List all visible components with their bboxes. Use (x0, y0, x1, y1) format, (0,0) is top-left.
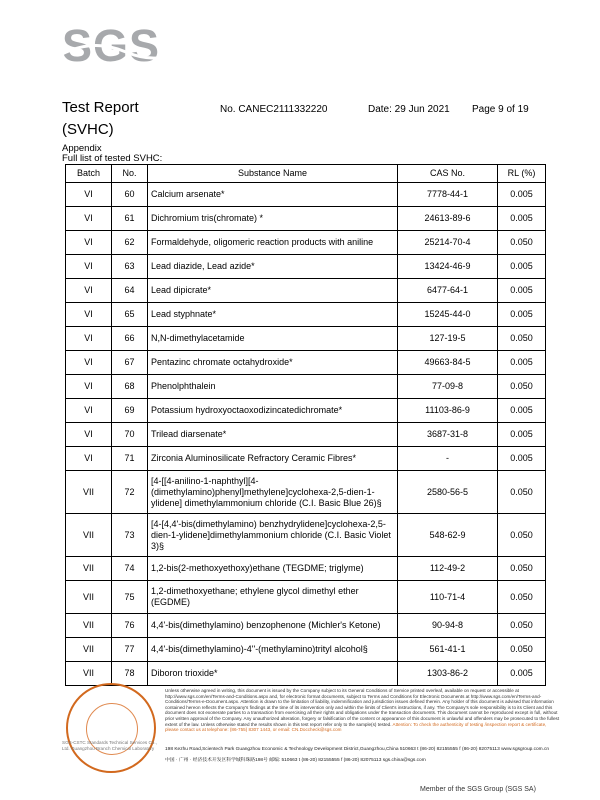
table-row (66, 327, 546, 351)
cell-no: 66 (112, 327, 148, 351)
cell-batch: VII (66, 662, 112, 686)
header-no: No. (112, 165, 148, 183)
cell-cas: 15245-44-0 (398, 303, 498, 327)
cell-name: Potassium hydroxyoctaoxodizincatedichromate* (148, 399, 398, 423)
cell-name: Formaldehyde, oligomeric reaction products with aniline (148, 231, 398, 255)
cell-batch: VI (66, 183, 112, 207)
cell-rl: 0.050 (498, 327, 546, 351)
cell-batch: VI (66, 207, 112, 231)
cell-batch: VII (66, 638, 112, 662)
cell-cas: 7778-44-1 (398, 183, 498, 207)
cell-name: Calcium arsenate* (148, 183, 398, 207)
cell-no: 73 (112, 514, 148, 557)
cell-no: 70 (112, 423, 148, 447)
cell-batch: VII (66, 557, 112, 581)
cell-no: 64 (112, 279, 148, 303)
header-substance-name: Substance Name (148, 165, 398, 183)
cell-cas: 25214-70-4 (398, 231, 498, 255)
cell-name: 4,4'-bis(dimethylamino)-4''-(methylamino)trityl alcohol§ (148, 638, 398, 662)
table-header-row (66, 165, 546, 183)
cell-cas: - (398, 447, 498, 471)
cell-batch: VI (66, 423, 112, 447)
cell-cas: 1303-86-2 (398, 662, 498, 686)
cell-no: 71 (112, 447, 148, 471)
cell-cas: 90-94-8 (398, 614, 498, 638)
cell-rl: 0.005 (498, 662, 546, 686)
cell-name: Lead styphnate* (148, 303, 398, 327)
cell-no: 78 (112, 662, 148, 686)
cell-no: 76 (112, 614, 148, 638)
cell-rl: 0.005 (498, 351, 546, 375)
terms-text (165, 688, 560, 733)
sgs-logo-text: SGS (62, 20, 161, 71)
cell-rl: 0.005 (498, 255, 546, 279)
cell-no: 67 (112, 351, 148, 375)
cell-batch: VI (66, 303, 112, 327)
lab-name: SGS-CSTC Standards Technical Services Co., Ltd. Guangzhou Branch Chemical Laboratory (62, 740, 157, 751)
cell-batch: VI (66, 327, 112, 351)
cell-cas: 77-09-8 (398, 375, 498, 399)
cell-batch: VI (66, 351, 112, 375)
cell-no: 61 (112, 207, 148, 231)
table-row (66, 471, 546, 514)
cell-batch: VI (66, 399, 112, 423)
report-date: Date: 29 Jun 2021 (368, 104, 450, 115)
table-row (66, 351, 546, 375)
cell-cas: 3687-31-8 (398, 423, 498, 447)
table-row (66, 447, 546, 471)
cell-cas: 561-41-1 (398, 638, 498, 662)
cell-batch: VI (66, 255, 112, 279)
cell-cas: 548-62-9 (398, 514, 498, 557)
cell-name: N,N-dimethylacetamide (148, 327, 398, 351)
cell-rl: 0.050 (498, 514, 546, 557)
cell-cas: 2580-56-5 (398, 471, 498, 514)
cell-rl: 0.050 (498, 471, 546, 514)
cell-rl: 0.050 (498, 614, 546, 638)
cell-batch: VII (66, 581, 112, 614)
cell-no: 72 (112, 471, 148, 514)
table-row (66, 557, 546, 581)
cell-name: Lead dipicrate* (148, 279, 398, 303)
sgs-logo (62, 20, 160, 72)
cell-rl: 0.005 (498, 399, 546, 423)
cell-rl: 0.005 (498, 183, 546, 207)
cell-batch: VI (66, 231, 112, 255)
svhc-table (65, 164, 546, 686)
cell-rl: 0.050 (498, 231, 546, 255)
table-row (66, 279, 546, 303)
cell-cas: 110-71-4 (398, 581, 498, 614)
header-cas-no: CAS No. (398, 165, 498, 183)
cell-no: 69 (112, 399, 148, 423)
sgs-group-membership: Member of the SGS Group (SGS SA) (420, 786, 536, 793)
authenticity-notice: Attention: To check the authenticity of testing /inspection report & certificate, please contact us at telephone: (86-755) 8307 1443, or email: CN.Doccheck@sgs.com (165, 721, 547, 733)
cell-batch: VII (66, 514, 112, 557)
cell-batch: VII (66, 471, 112, 514)
cell-name: Diboron trioxide* (148, 662, 398, 686)
report-title: Test Report (62, 99, 139, 116)
cell-name: [4-[[4-anilino-1-naphthyl][4-(dimethylamino)phenyl]methylene]cyclohexa-2,5-dien-1-ylidene] dimethylammonium chloride (C.I. Basic Blue 26)§ (148, 471, 398, 514)
full-list-label: Full list of tested SVHC: (62, 153, 163, 164)
table-row (66, 581, 546, 614)
table-row (66, 207, 546, 231)
cell-cas: 11103-86-9 (398, 399, 498, 423)
cell-cas: 49663-84-5 (398, 351, 498, 375)
inspection-stamp (66, 683, 156, 773)
cell-name: Pentazinc chromate octahydroxide* (148, 351, 398, 375)
table-row (66, 514, 546, 557)
cell-batch: VII (66, 614, 112, 638)
cell-no: 68 (112, 375, 148, 399)
cell-no: 75 (112, 581, 148, 614)
cell-name: Phenolphthalein (148, 375, 398, 399)
cell-cas: 13424-46-9 (398, 255, 498, 279)
address-chinese: 中国 · 广州 · 经济技术开发区科学城科珠路198号 邮编: 510663 t (86-20) 82155555 f (86-20) 82075113 sgs.china@sgs.com (165, 758, 426, 763)
table-row (66, 231, 546, 255)
cell-rl: 0.005 (498, 207, 546, 231)
table-row (66, 375, 546, 399)
header-batch: Batch (66, 165, 112, 183)
cell-no: 65 (112, 303, 148, 327)
cell-cas: 24613-89-6 (398, 207, 498, 231)
cell-name: Dichromium tris(chromate) * (148, 207, 398, 231)
cell-name: 1,2-dimethoxyethane; ethylene glycol dimethyl ether (EGDME) (148, 581, 398, 614)
page-number: Page 9 of 19 (472, 104, 529, 115)
cell-no: 60 (112, 183, 148, 207)
table-row (66, 662, 546, 686)
cell-no: 74 (112, 557, 148, 581)
report-number: No. CANEC2111332220 (220, 104, 328, 115)
table-row (66, 423, 546, 447)
cell-no: 62 (112, 231, 148, 255)
cell-rl: 0.050 (498, 638, 546, 662)
cell-name: Trilead diarsenate* (148, 423, 398, 447)
cell-rl: 0.005 (498, 447, 546, 471)
appendix-label: Appendix (62, 143, 102, 154)
cell-cas: 112-49-2 (398, 557, 498, 581)
cell-rl: 0.050 (498, 557, 546, 581)
cell-batch: VI (66, 375, 112, 399)
cell-rl: 0.050 (498, 375, 546, 399)
table-row (66, 183, 546, 207)
cell-cas: 6477-64-1 (398, 279, 498, 303)
sgs-logo-wave-icon (62, 30, 190, 70)
cell-name: Zirconia Aluminosilicate Refractory Ceramic Fibres* (148, 447, 398, 471)
cell-batch: VI (66, 447, 112, 471)
terms-paragraph: Unless otherwise agreed in writing, this document is issued by the Company subject to its General Conditions of Service printed overleaf, available on request or accessible at http://www.sgs.com/en/Terms-and-Conditions.aspx and, for electronic format documents, subject to Terms and Conditions for Electronic Documents at http://www.sgs.com/en/Terms-and-Conditions/Terms-e-Document.aspx. Attention is drawn to the limitation of liability, indemnification and jurisdiction issues defined therein. Any holder of this document is advised that information contained hereon reflects the Company's findings at the time of its intervention only and within the limits of Client's instructions, if any. The Company's sole responsibility is to its Client and this document does not exonerate parties to a transaction from exercising all their rights and obligations under the transaction documents. This document cannot be reproduced except in full, without prior written approval of the Company. Any unauthorized alteration, forgery or falsification of the content or appearance of this document is unlawful and offenders may be prosecuted to the fullest extent of the law. Unless otherwise stated the results shown in this test report refer only to the sample(s) tested. (165, 688, 560, 727)
address-english: 198 Kezhu Road,Scientech Park Guangzhou Economic & Technology Development District,Guangzhou,China 510663 t (86-20) 82155555 f (86-20) 82075113 www.sgsgroup.com.cn (165, 747, 550, 752)
header-rl: RL (%) (498, 165, 546, 183)
cell-no: 63 (112, 255, 148, 279)
cell-rl: 0.005 (498, 279, 546, 303)
cell-batch: VI (66, 279, 112, 303)
table-row (66, 614, 546, 638)
table-row (66, 303, 546, 327)
table-row (66, 638, 546, 662)
cell-rl: 0.050 (498, 581, 546, 614)
cell-no: 77 (112, 638, 148, 662)
cell-cas: 127-19-5 (398, 327, 498, 351)
cell-name: 1,2-bis(2-methoxyethoxy)ethane (TEGDME; triglyme) (148, 557, 398, 581)
cell-rl: 0.005 (498, 303, 546, 327)
cell-name: [4-[4,4'-bis(dimethylamino) benzhydrylidene]cyclohexa-2,5-dien-1-ylidene]dimethylammonium chloride (C.I. Basic Violet 3)§ (148, 514, 398, 557)
table-row (66, 255, 546, 279)
report-subtitle: (SVHC) (62, 121, 114, 138)
cell-name: 4,4'-bis(dimethylamino) benzophenone (Michler's Ketone) (148, 614, 398, 638)
cell-rl: 0.005 (498, 423, 546, 447)
cell-name: Lead diazide, Lead azide* (148, 255, 398, 279)
table-row (66, 399, 546, 423)
